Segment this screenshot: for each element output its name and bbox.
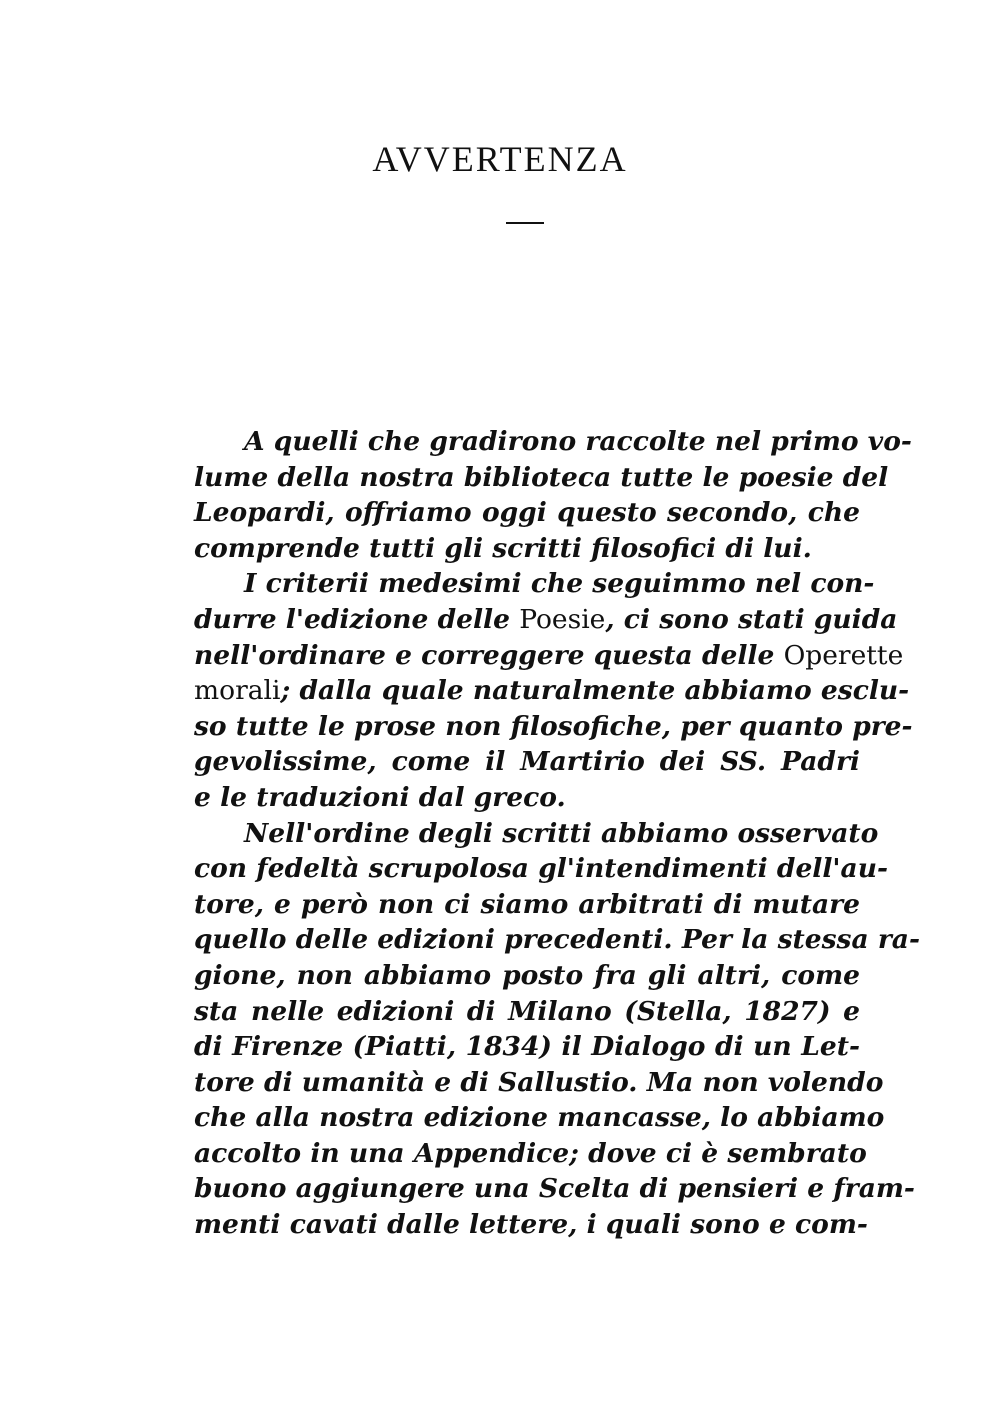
text-line (194, 994, 860, 1030)
roman-title-text: morali (194, 675, 281, 707)
italic-text: menti cavati dalle lettere, i quali sono e com- (194, 1209, 868, 1241)
italic-text: tore, e però non ci siamo arbitrati di mutare (194, 888, 860, 920)
italic-text: ; dalla quale naturalmente abbiamo esclu- (280, 675, 910, 707)
italic-text: durre l'edizione delle (194, 603, 520, 635)
italic-text: sta nelle edizioni di Milano (Stella, 1827) e (194, 995, 860, 1027)
italic-text: lume della nostra biblioteca tutte le poesie del (194, 461, 889, 493)
italic-text: buono aggiungere una Scelta di pensieri e fram- (194, 1173, 915, 1205)
italic-text: Leopardi, offriamo oggi questo secondo, che (194, 497, 860, 529)
text-line (194, 887, 860, 923)
text-line (194, 460, 889, 496)
text-line (194, 744, 860, 780)
text-line (194, 602, 898, 638)
text-line (194, 424, 912, 460)
text-line (194, 1065, 884, 1101)
italic-text: gevolissime, come il Martirio dei SS. Padri (194, 746, 860, 778)
italic-text: con fedeltà scrupolosa gl'intendimenti dell'au- (194, 853, 888, 885)
text-line (194, 495, 860, 531)
italic-text: , ci sono stati guida (605, 603, 898, 635)
italic-text: Nell'ordine degli scritti abbiamo osservato (244, 817, 879, 849)
italic-text: quello delle edizioni precedenti. Per la stessa ra- (194, 924, 920, 956)
text-line (194, 816, 879, 852)
italic-text: tore di umanità e di Sallustio. Ma non volendo (194, 1066, 884, 1098)
italic-text: comprende tutti gli scritti filosofici di lui. (194, 532, 812, 564)
roman-title-text: Poesie (519, 603, 606, 635)
roman-title-text: Operette (783, 639, 904, 671)
italic-text: di Firenze (Piatti, 1834) il Dialogo di un Let- (194, 1031, 860, 1063)
italic-text: che alla nostra edizione mancasse, lo abbiamo (194, 1102, 885, 1134)
italic-text: I criterii medesimi che seguimmo nel con- (244, 568, 875, 600)
page-title: AVVERTENZA (372, 139, 628, 179)
text-line (194, 673, 910, 709)
body-text (194, 424, 920, 1243)
text-line (194, 1100, 885, 1136)
text-line (194, 1029, 860, 1065)
text-line (194, 531, 860, 567)
italic-text: e le traduzioni dal greco. (194, 781, 566, 813)
text-line (194, 1207, 868, 1243)
italic-text: gione, non abbiamo posto fra gli altri, come (194, 959, 860, 991)
text-line (194, 709, 913, 745)
title-divider (506, 222, 544, 224)
text-line (194, 1136, 867, 1172)
text-line (194, 638, 904, 674)
italic-text: accolto in una Appendice; dove ci è sembrato (194, 1137, 867, 1169)
text-line (194, 780, 860, 816)
text-line (194, 851, 888, 887)
italic-text: A quelli che gradirono raccolte nel primo vo- (244, 426, 912, 457)
text-line (194, 958, 860, 994)
text-line (194, 1171, 915, 1207)
text-line (194, 922, 920, 958)
italic-text: so tutte le prose non filosofiche, per quanto pre- (194, 710, 913, 742)
text-line (194, 566, 875, 602)
italic-text: nell'ordinare e correggere questa delle (194, 639, 784, 671)
